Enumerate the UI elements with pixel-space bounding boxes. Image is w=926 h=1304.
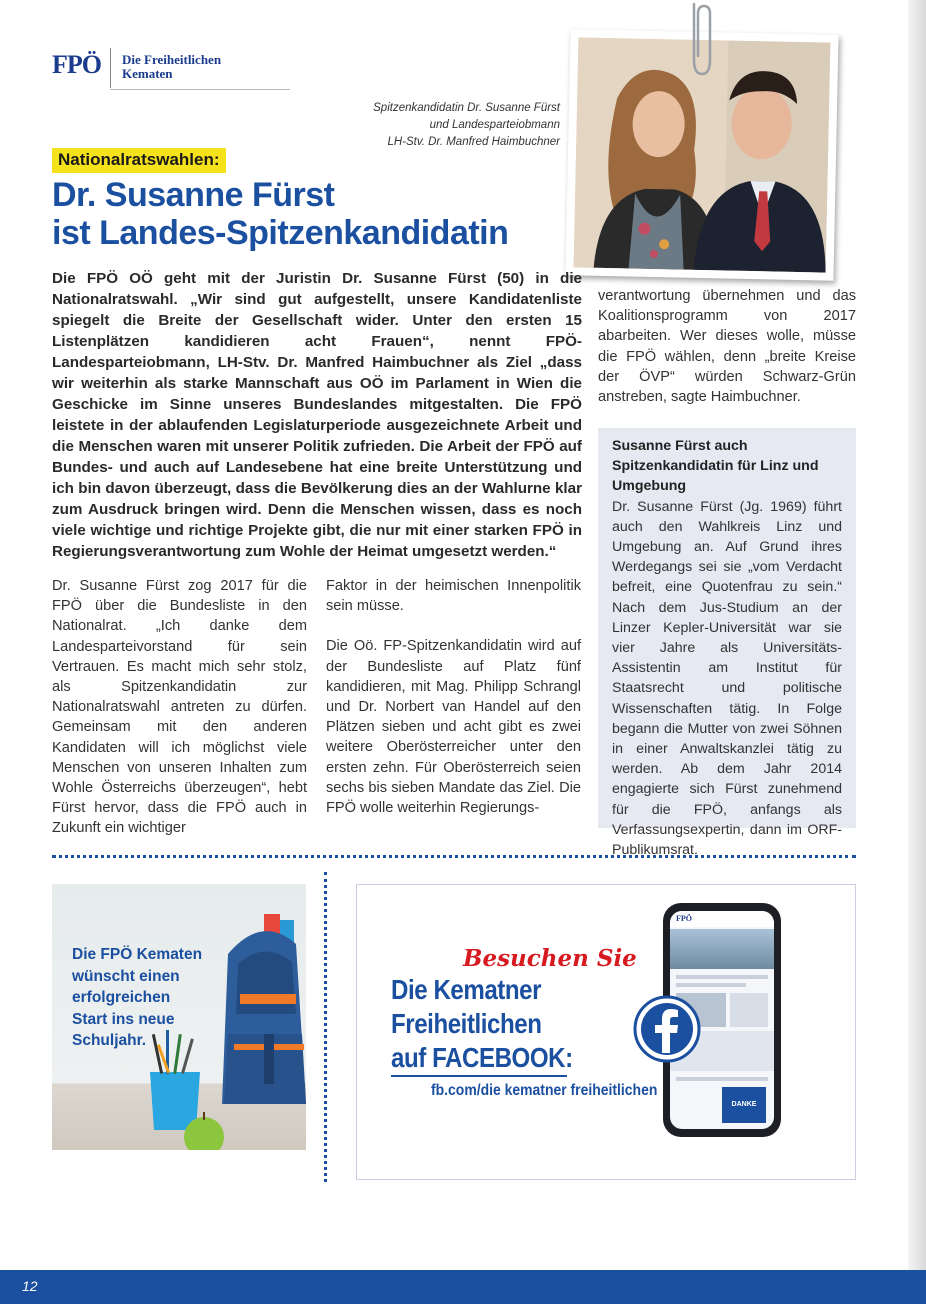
phone-logo: FPÖ [676,914,692,923]
info-box-content [612,436,842,860]
facebook-ad [356,884,856,1180]
logo-underline [110,89,290,90]
body-column-2 [326,576,581,818]
facebook-url: fb.com/die kematner freiheitlichen [431,1082,658,1099]
logo-line-2: Kematen [122,66,173,81]
headline-line-2: ist Landes-Spitzenkandidatin [52,214,509,252]
school-ad-line-4: Start ins neue [72,1010,175,1028]
column-2-paragraph-2: Die Oö. FP-Spitzenkandidatin wird auf der Bundesliste auf Platz fünf kandidieren, mit Mag. Philipp Schrangl und Dr. Norbert van Handel auf den Plätzen sieben und acht gibt es zwei weitere Oberösterreicher unter den ersten zehn. Für Oberösterreich seien sechs bis sieben Mandate das Ziel. Die FPÖ wolle weiterhin Regierungs- [326,638,581,817]
body-column-3 [598,286,856,407]
body-column-1 [52,576,307,839]
phone-text-line [676,1077,768,1081]
school-ad-line-5: Schuljahr. [72,1032,147,1049]
headline-line-1: Dr. Susanne Fürst [52,176,335,214]
phone-thumb [730,993,768,1027]
facebook-ad-line-2: Freiheitlichen [391,1008,542,1039]
phone-text-line [676,983,746,987]
facebook-ad-line-3: auf FACEBOOK: [391,1042,573,1073]
logo-separator [110,48,111,88]
facebook-ad-script: Besuchen Sie [463,945,637,972]
info-box-body: Dr. Susanne Fürst (Jg. 1969) führt auch den Wahlkreis Linz und Umgebung an. Auf Grund ihres Werdegangs sei sie „vom Verdacht befreit, eine Quotenfrau zu sein.“ Nach dem Jus-Studium an der Linzer Kepler-Universität war sie vier Jahre als Universitäts-Assistentin am Institut für Staatsrecht und politische Wissenschaften tätig. In Folge begann die Mutter von zwei Söhnen in einer Anwaltskanzlei tätig zu werden. Ab dem Jahr 2014 engagierte sich Fürst zunehmend für die FPÖ, anfangs als Verfassungsexpertin, dann im ORF-Publikumsrat. [612,498,842,859]
school-ad-line-2: wünscht einen [72,967,180,985]
paperclip-icon [682,0,716,80]
facebook-icon [633,995,701,1063]
page-number: 12 [22,1278,38,1294]
logo-mark: FPÖ [52,50,101,79]
page-footer [0,1270,926,1304]
facebook-ad-underline [391,1075,567,1077]
logo-text [122,53,221,81]
column-1-text: Dr. Susanne Fürst zog 2017 für die FPÖ über die Bundesliste in den Nationalrat. „Ich danke dem Landesparteivorstand für sein Vertrauen. Es macht mich sehr stolz, als Spitzenkandidatin zur Nationalratswahl antreten zu dürfen. Gemeinsam mit den anderen Kandidaten will ich möglichst viele Menschen von unseren Inhalten zum Wohle Österreichs überzeugen“, hebt Fürst hervor, dass die FPÖ auch in Zukunft ein wichtiger [52,578,307,837]
backpack-illustration [52,884,306,1150]
page-edge [908,0,926,1270]
logo-line-1: Die Freiheitlichen [122,52,222,67]
dotted-divider-horizontal [52,855,856,858]
phone-badge: DANKE [722,1087,766,1123]
facebook-ad-line-1: Die Kematner [391,974,542,1005]
photo-caption [330,100,560,151]
info-box [598,428,856,859]
fpo-logo [52,44,238,90]
column-3-text: verantwortung übernehmen und das Koalitionsprogramm von 2017 abarbeiten. Wer dieses wolle, müsse die FPÖ wählen, denn „breite Kreise der ÖVP“ würden Schwarz-Grün anstreben, sagte Haimbuchner. [598,288,856,406]
column-2-paragraph-1: Faktor in der heimischen Innenpolitik sein müsse. [326,578,581,615]
dotted-divider-vertical [324,872,327,1182]
headline [52,176,612,252]
info-box-title: Susanne Fürst auch Spitzenkandidatin für Linz und Umgebung [612,438,819,495]
lead-paragraph: Die FPÖ OÖ geht mit der Juristin Dr. Susanne Fürst (50) in die Nationalratswahl. „Wir sind gut aufgestellt, unsere Kandidatenliste spiegelt die Breite der Gesellschaft wider. Unter den ersten 15 Listenplätzen kandidieren acht Frauen“, nennt FPÖ-Landesparteiobmann, LH-Stv. Dr. Manfred Haimbuchner als Ziel „dass wir weiterhin als starke Mannschaft aus OÖ im Parlament in Wien die Geschicke im Sinne unseres Bundeslandes mitgestalten. Die FPÖ leistete in der ablaufenden Legislaturperiode ausgezeichnete Arbeit und die Menschen waren mit unserer Politik zufrieden. Die Arbeit der FPÖ auf Bundes- und auch auf Landesebene hat eine breite Unterstützung und ich bin davon überzeugt, dass die Bevölkerung dies an der Wahlurne klar zum Ausdruck bringen wird. Denn die Menschen wissen, dass es noch viele wichtige und richtige Projekte gibt, die nur mit einer starken FPÖ in Regierungsverantwortung zum Wohle der Heimat umgesetzt werden.“ [52,270,582,560]
school-ad-line-3: erfolgreichen [72,989,171,1006]
school-start-ad [52,884,306,1150]
school-ad-line-1: Die FPÖ Kematen [72,946,203,963]
caption-line-1: Spitzenkandidatin Dr. Susanne Fürst [373,102,560,114]
caption-line-3: LH-Stv. Dr. Manfred Haimbuchner [387,136,560,148]
phone-banner [670,929,774,969]
phone-text-line [676,975,768,979]
facebook-ad-headline [391,973,573,1075]
caption-line-2: und Landesparteiobmann [429,119,560,131]
kicker-label: Nationalratswahlen: [52,148,226,173]
